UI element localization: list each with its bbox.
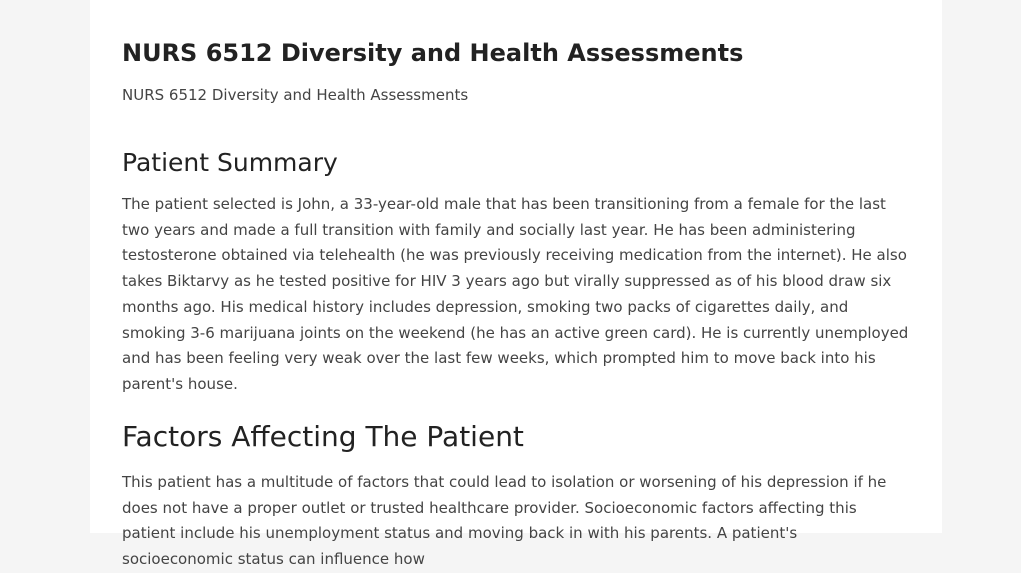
article-page [90, 0, 942, 569]
section-body-patient-summary: The patient selected is John, a 33-year-old male that has been transitioning from a female for the last two years and made a full transition with family and socially last year. He has been administering testosterone obtained via telehealth (he was previously receiving medication from the internet). He also takes Biktarvy as he tested positive for HIV 3 years ago but virally suppressed as of his blood draw six months ago. His medical history includes depression, smoking two packs of cigarettes daily, and smoking 3-6 marijuana joints on the weekend (he has an active green card). He is currently unemployed and has been feeling very weak over the last few weeks, which prompted him to move back into his parent's house. [122, 195, 909, 393]
section-body-factors: This patient has a multitude of factors that could lead to isolation or worsening of his depression if he does not have a proper outlet or trusted healthcare provider. Socioeconomic factors affecting this patient include his unemployment status and moving back in with his parents. A patient's socioeconomic status can influence how [122, 473, 887, 569]
section-heading-factors: Factors Affecting The Patient [122, 420, 524, 453]
section-heading-patient-summary: Patient Summary [122, 148, 338, 177]
page-title: NURS 6512 Diversity and Health Assessments [122, 39, 744, 67]
page-subtitle: NURS 6512 Diversity and Health Assessments [122, 86, 469, 104]
